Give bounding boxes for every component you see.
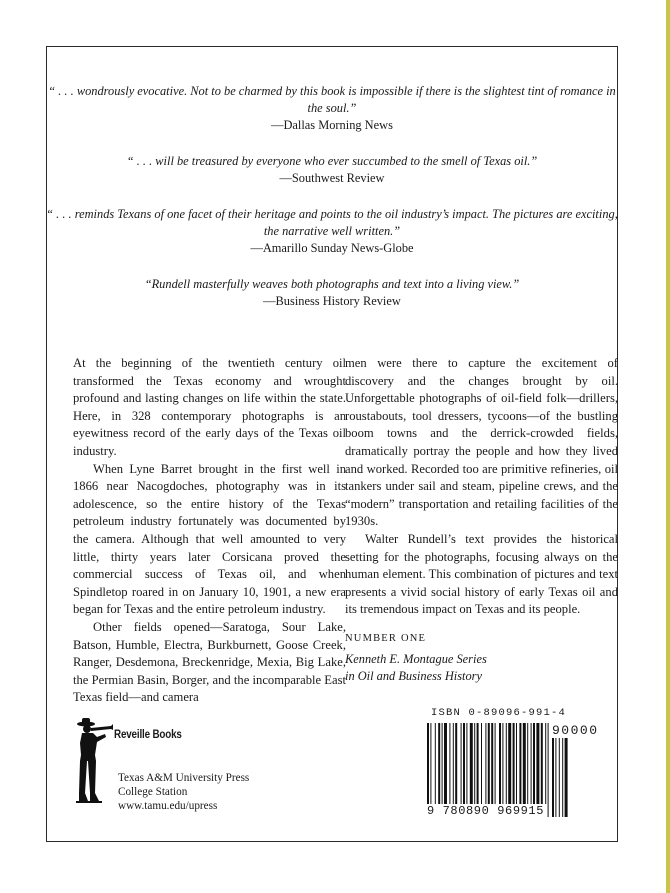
barcode-bar (531, 723, 532, 817)
quote-text: “Rundell masterfully weaves both photographs and text into a living view.” (144, 277, 520, 291)
quote-source: —Amarillo Sunday News-Globe (250, 241, 414, 255)
description-paragraph-continued: men were there to capture the excitement of discovery and the changes brought by oil. Unforgettable photographs of oil-field folk—drillers, roustabouts, tool dressers, tycoons—of the bustling boom towns and the derrick-crowded fields, dramatically portray the people and how they lived and worked. Recorded too are primitive refineries, oil tankers under sail and steam, pipeline crews, and the “modern” transportation and retailing facilities of the 1930s. (345, 356, 618, 529)
description-paragraph: At the beginning of the twentieth century oil transformed the Texas economy and wrought profound and lasting changes on life within the state. Here, in 328 contemporary photographs is an eyewitness record of the early days of the Texas oil industry. (73, 356, 346, 458)
barcode-bar (477, 723, 479, 817)
barcode-bar (523, 723, 526, 817)
barcode-bar (499, 723, 501, 817)
quote-text: “ . . . reminds Texans of one facet of their heritage and points to the oil industry’s impact. The pictures are exciting, the narrative well written.” (46, 207, 618, 238)
ean-digits: 9 780890 969915 (427, 804, 547, 818)
barcode-bar (506, 723, 507, 817)
series-info (345, 630, 618, 686)
review-quote (46, 276, 618, 310)
barcode-bar (545, 723, 546, 817)
barcode-bar (455, 723, 457, 817)
review-quote (46, 83, 618, 134)
price-code: 90000 (552, 723, 599, 738)
quote-source: —Southwest Review (279, 171, 385, 185)
quote-text: “ . . . will be treasured by everyone who ever succumbed to the smell of Texas oil.” (126, 154, 538, 168)
series-title-line1: Kenneth E. Montague Series (345, 651, 487, 666)
barcode-bar (438, 723, 440, 817)
quote-source: —Business History Review (263, 294, 401, 308)
barcode-bar (533, 723, 535, 817)
barcode-bar (488, 723, 490, 817)
barcode-bar (516, 723, 517, 817)
barcode-bar (463, 723, 465, 817)
quote-text: “ . . . wondrously evocative. Not to be charmed by this book is impossible if there is the slightest tint of romance in the soul.” (48, 84, 616, 115)
bugler-cowboy-icon (73, 715, 115, 807)
barcode-bar (548, 723, 549, 817)
barcode-bar (541, 723, 543, 817)
barcode-bar (508, 723, 511, 817)
barcode-bar (502, 723, 503, 817)
barcode-bar (481, 723, 482, 817)
spine-edge (666, 0, 670, 893)
barcode-bar (466, 723, 467, 817)
description-paragraph: Walter Rundell’s text provides the historical setting for the photographs, focusing always on the human element. This combination of pictures and text presents a vivid social history of early Texas oil and its tremendous impact on Texas and its people. (345, 531, 618, 617)
imprint-name: Reveille Books (114, 727, 182, 741)
press-address (118, 772, 249, 813)
isbn-barcode-block (425, 707, 620, 827)
publisher-block (73, 715, 293, 815)
quote-source: —Dallas Morning News (271, 118, 393, 132)
barcode-bar (485, 723, 486, 817)
review-quotes (46, 83, 618, 329)
barcode-bar (453, 723, 454, 817)
barcode-bar (536, 723, 539, 817)
barcode-bar (461, 723, 462, 817)
barcode-bar (470, 723, 473, 817)
series-title-line2: in Oil and Business History (345, 669, 482, 683)
description-paragraph: When Lyne Barret brought in the first well in 1866 near Nacogdoches, photography was in its adolescence, so the entire history of the Texas petroleum industry fortunately was documented by the camera. Although that well amounted to very little, thirty years later Corsicana proved the commercial success of Texas oil, and when Spindletop roared in on January 10, 1901, a new era began for Texas and the entire petroleum industry. (73, 461, 346, 617)
barcode-bar (449, 723, 450, 817)
press-name: Texas A&M University Press (118, 772, 250, 784)
press-city: College Station (118, 785, 188, 798)
description-column-left (73, 355, 346, 707)
description-paragraph: Other fields opened—Saratoga, Sour Lake, Batson, Humble, Electra, Burkburnett, Goose Creek, Ranger, Desdemona, Breckenridge, Mexia, Big Lake, the Permian Basin, Borger, and the incomparable East Texas field—and camera (73, 619, 346, 705)
press-url: www.tamu.edu/upress (118, 799, 218, 812)
barcode-bar (435, 723, 436, 817)
barcode-bar (474, 723, 475, 817)
barcode-bar (513, 723, 515, 817)
barcode-bar (495, 723, 496, 817)
barcode-bar (519, 723, 521, 817)
barcode-bar (442, 723, 443, 817)
review-quote (46, 206, 618, 257)
review-quote (46, 153, 618, 187)
barcode-bar (430, 723, 431, 817)
description-column-right (345, 355, 618, 619)
series-number: NUMBER ONE (345, 633, 427, 644)
barcode-bar (491, 723, 493, 817)
barcode-bar (444, 723, 447, 817)
barcode-bar (427, 723, 429, 817)
isbn-label: ISBN 0-89096-991-4 (431, 707, 567, 719)
barcode-bar (527, 723, 528, 817)
